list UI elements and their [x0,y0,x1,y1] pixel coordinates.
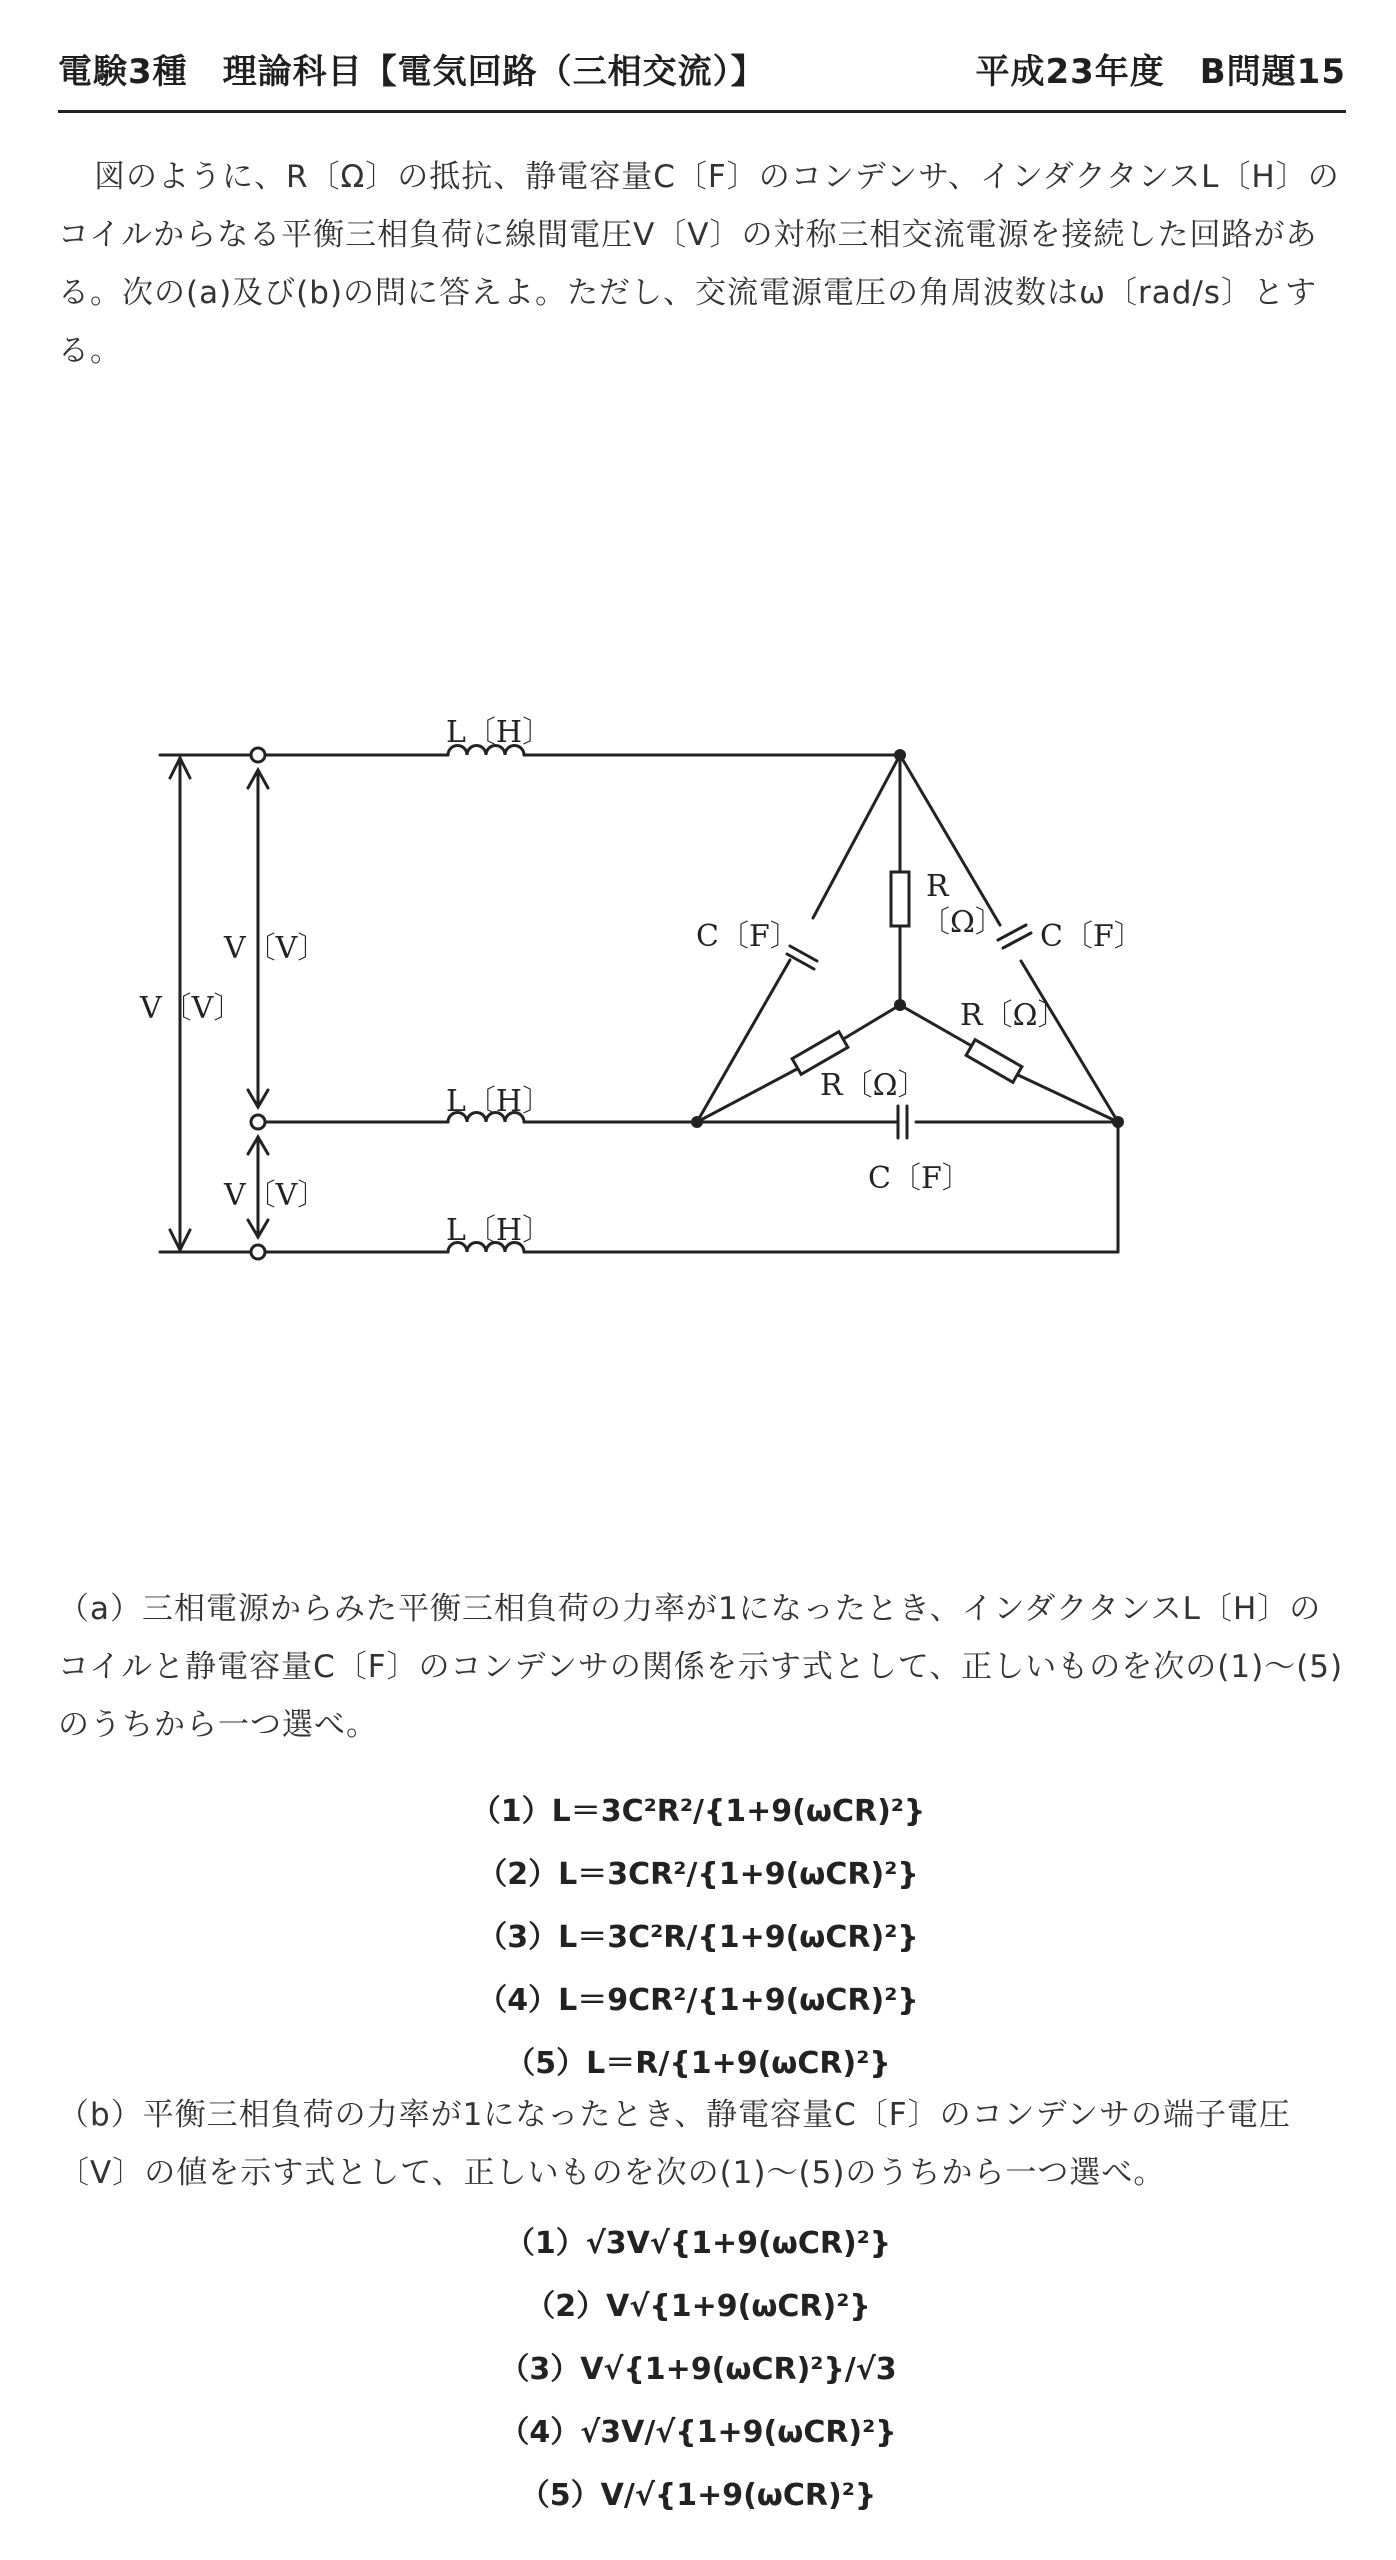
label-L-middle: L〔H〕 [446,1084,553,1119]
circuit-diagram [0,660,1396,1360]
choice-b-5: （5）V/√{1+9(ωCR)²} [519,2478,877,2513]
choice-a-2: （2）L＝3CR²/{1+9(ωCR)²} [477,1857,919,1892]
choice-a-1: （1）L＝3C²R²/{1+9(ωCR)²} [470,1794,926,1829]
page-header [58,40,1346,100]
terminal-3 [251,1245,265,1259]
terminal-2 [251,1115,265,1129]
node-a [894,749,906,761]
choice-b-3: （3）V√{1+9(ωCR)²}/√3 [499,2352,897,2387]
label-C-right: C〔F〕 [1040,919,1144,954]
label-V-line13: V〔V〕 [140,991,244,1026]
choice-a-5: （5）L＝R/{1+9(ωCR)²} [505,2046,891,2081]
label-C-left: C〔F〕 [696,919,800,954]
question-a-text: （a）三相電源からみた平衡三相負荷の力率が1になったとき、インダクタンスL〔H〕のコイルと静電容量C〔F〕のコンデンサの関係を示す式として、正しいものを次の(1)～(5)のうちから一つ選べ。 [58,1591,1344,1743]
label-V-line12: V〔V〕 [224,931,328,966]
label-R-right: R〔Ω〕 [960,998,1068,1033]
terminal-1 [251,748,265,762]
question-a-choices [0,1780,1396,2095]
node-b [691,1116,703,1128]
question-b-text: （b）平衡三相負荷の力率が1になったとき、静電容量C〔F〕のコンデンサの端子電圧〔V〕の値を示す式として、正しいものを次の(1)～(5)のうちから一つ選べ。 [58,2097,1292,2191]
label-C-bottom: C〔F〕 [868,1161,972,1196]
label-L-top: L〔H〕 [446,715,553,750]
question-b-choices [0,2212,1396,2527]
choice-a-4: （4）L＝9CR²/{1+9(ωCR)²} [477,1983,919,2018]
label-R-left: R〔Ω〕 [820,1068,928,1103]
label-ohm-top: 〔Ω〕 [920,905,1005,940]
node-c [1112,1116,1124,1128]
label-L-bottom: L〔H〕 [446,1213,553,1248]
choice-a-3: （3）L＝3C²R/{1+9(ωCR)²} [477,1920,919,1955]
subject-title: 電験3種 理論科目【電気回路（三相交流）】 [58,52,766,92]
header-divider [58,110,1346,113]
choice-b-4: （4）√3V/√{1+9(ωCR)²} [499,2415,897,2450]
choice-b-1: （1）√3V√{1+9(ωCR)²} [504,2226,892,2261]
exam-year-problem: 平成23年度 B問題15 [975,52,1346,92]
star-node [894,999,906,1011]
label-R-top: R [926,869,949,904]
label-V-line23: V〔V〕 [224,1178,328,1213]
problem-statement: 図のように、R〔Ω〕の抵抗、静電容量C〔F〕のコンデンサ、インダクタンスL〔H〕のコイルからなる平衡三相負荷に線間電圧V〔V〕の対称三相交流電源を接続した回路がある。次の(a)及び(b)の問に答えよ。ただし、交流電源電圧の角周波数はω〔rad/s〕とする。 [58,159,1340,369]
choice-b-2: （2）V√{1+9(ωCR)²} [525,2289,871,2324]
